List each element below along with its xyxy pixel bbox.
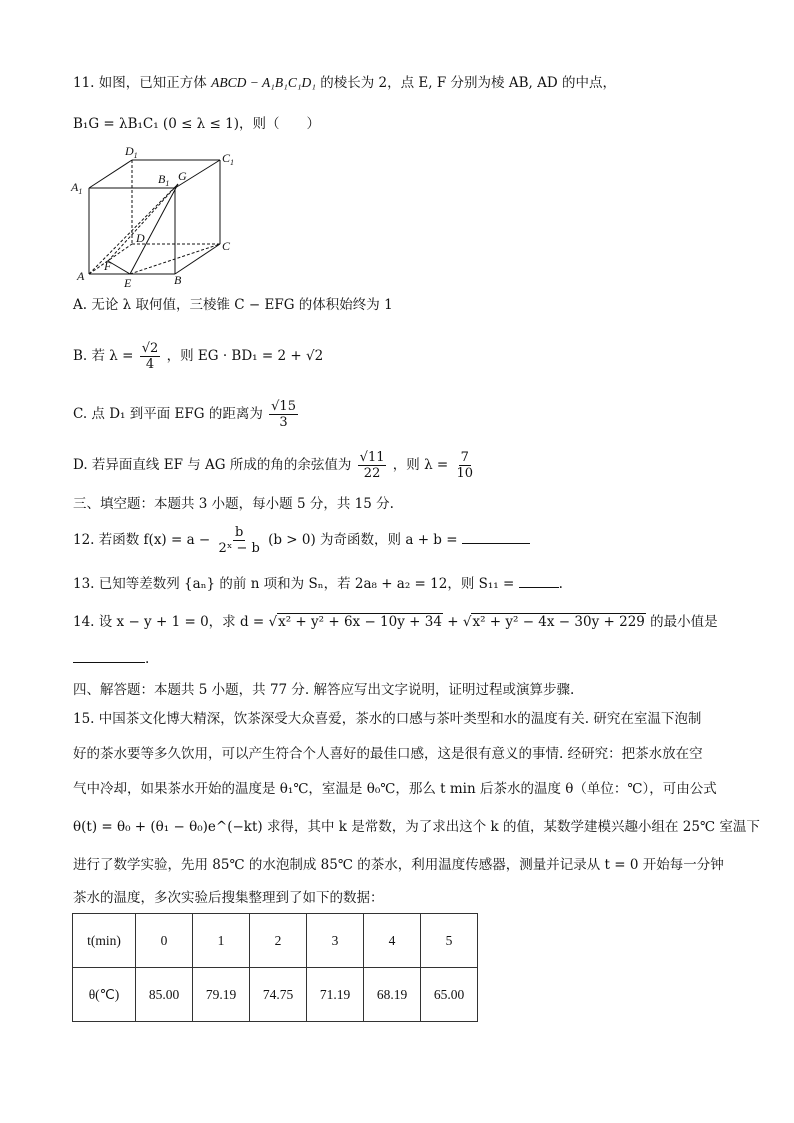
q15-line1: 15. 中国茶文化博大精深，饮茶深受大众喜爱，茶水的口感与茶叶类型和水的温度有关. 研究在室温下泡制: [73, 711, 702, 727]
table-row: [73, 914, 478, 968]
q15-line6: 茶水的温度，多次实验后搜集整理到了如下的数据：: [73, 890, 384, 906]
q11-edge-text: 的棱长为 2，点 E, F 分别为棱 AB, AD 的中点，: [320, 75, 616, 91]
q13-answer-blank[interactable]: [519, 573, 559, 588]
option-b-frac-den: 4: [145, 357, 155, 372]
option-b-prefix: B. 若 λ =: [73, 348, 134, 364]
q11-line1: [73, 74, 616, 92]
table-cell: 2: [250, 914, 307, 968]
q12-answer-blank[interactable]: [462, 529, 530, 544]
section4-heading: 四、解答题：本题共 5 小题，共 77 分. 解答应写出文字说明，证明过程或演算步骤.: [73, 682, 575, 698]
label-A: A: [77, 269, 85, 283]
q11-number: 11.: [73, 75, 95, 91]
option-d-mid: ，则 λ =: [392, 457, 449, 473]
table-cell: 68.19: [364, 968, 421, 1022]
table-cell: 1: [193, 914, 250, 968]
label-G: G: [178, 169, 187, 183]
q11-option-a: A. 无论 λ 取何值，三棱锥 C − EFG 的体积始终为 1: [73, 297, 393, 313]
q14-sqrt-2: √x² + y² − 4x − 30y + 229: [462, 614, 645, 630]
option-c-prefix: C. 点 D₁ 到平面 EFG 的距离为: [73, 406, 263, 422]
q11-option-b: [73, 338, 323, 374]
label-D: D: [136, 231, 145, 245]
label-C: C: [222, 239, 231, 253]
table-header-t: t(min): [73, 914, 136, 968]
label-A1: $A_1$: [71, 180, 83, 196]
q12-frac-den: 2ˣ − b: [218, 541, 260, 556]
label-F: F: [104, 259, 112, 273]
q15-line5: 进行了数学实验，先用 85℃ 的水泡制成 85℃ 的茶水，利用温度传感器，测量并记录从 t = 0 开始每一分钟: [73, 857, 724, 873]
q11-option-d: [73, 447, 477, 483]
option-c-fraction: [269, 399, 298, 430]
table-cell: 71.19: [307, 968, 364, 1022]
table-cell: 5: [421, 914, 478, 968]
table-cell: 85.00: [136, 968, 193, 1022]
q12-suffix: (b > 0) 为奇函数，则 a + b =: [268, 532, 458, 548]
q15-line3: 气中冷却，如果茶水开始的温度是 θ₁℃，室温是 θ₀℃，那么 t min 后茶水的温度 θ（单位：℃），可由公式: [73, 781, 717, 797]
option-d-frac-num: √11: [359, 450, 385, 465]
section3-heading: 三、填空题：本题共 3 小题，每小题 5 分，共 15 分.: [73, 496, 394, 512]
q12-prefix: 12. 若函数 f(x) = a −: [73, 532, 211, 548]
q11-option-c: [73, 396, 300, 432]
table-cell: 79.19: [193, 968, 250, 1022]
table-cell: 0: [136, 914, 193, 968]
q15-line2: 好的茶水要等多久饮用，可以产生符合个人喜好的最佳口感，这是很有意义的事情. 经研究：把茶水放在空: [73, 746, 703, 762]
q14-answer-blank[interactable]: [73, 648, 145, 663]
q12: [73, 522, 530, 558]
q14-suffix: 的最小值是: [650, 614, 718, 630]
q11-cube-name: ABCD − A₁B₁C₁D₁: [211, 75, 316, 90]
q12-fraction: [217, 525, 262, 556]
table-cell: 4: [364, 914, 421, 968]
label-D1: $D_1$: [125, 146, 138, 160]
q11-intro: 如图，已知正方体: [98, 75, 207, 91]
option-d-ans-num: 7: [460, 450, 469, 465]
option-b-fraction: [140, 341, 161, 372]
table-cell: 65.00: [421, 968, 478, 1022]
q14-radicand-2: x² + y² − 4x − 30y + 229: [472, 614, 645, 630]
q13: 13. 已知等差数列 {aₙ} 的前 n 项和为 Sₙ，若 2a₈ + a₂ = 12，则 S₁₁ = .: [73, 573, 563, 593]
cube-figure: [70, 146, 240, 288]
q14: 14. 设 x − y + 1 = 0，求 d = √x² + y² + 6x − 10y + 34 + √x² + y² − 4x − 30y + 229 的最小值是: [73, 614, 718, 630]
table-header-theta: θ(℃): [73, 968, 136, 1022]
option-d-fraction: [358, 450, 387, 481]
q14-prefix: 14. 设 x − y + 1 = 0，求 d =: [73, 614, 265, 630]
option-c-frac-den: 3: [279, 415, 288, 430]
option-c-frac-num: √15: [271, 399, 296, 414]
option-d-prefix: D. 若异面直线 EF 与 AG 所成的角的余弦值为: [73, 457, 352, 473]
label-B: B: [174, 273, 182, 287]
option-d-answer-fraction: [455, 450, 476, 481]
temperature-table: [72, 913, 478, 1022]
q14-radicand-1: x² + y² + 6x − 10y + 34: [278, 614, 442, 630]
q11-condition: B₁G = λB₁C₁ (0 ≤ λ ≤ 1)，则（ ）: [73, 116, 320, 132]
q12-frac-num: b: [235, 525, 244, 540]
option-d-ans-den: 10: [456, 466, 474, 481]
option-b-frac-num: √2: [141, 341, 159, 356]
option-d-frac-den: 22: [363, 466, 381, 481]
label-B1: $B_1$: [158, 172, 170, 188]
label-C1: $C_1$: [222, 151, 235, 167]
option-b-suffix: ，则 EG · BD₁ = 2 + √2: [166, 348, 324, 364]
q15-line4: θ(t) = θ₀ + (θ₁ − θ₀)e^(−kt) 求得，其中 k 是常数，为了求出这个 k 的值，某数学建模兴趣小组在 25℃ 室温下: [73, 819, 760, 835]
q14-sqrt-1: √x² + y² + 6x − 10y + 34: [268, 614, 442, 630]
table-cell: 74.75: [250, 968, 307, 1022]
q14-answer-line: .: [73, 648, 149, 668]
table-row: [73, 968, 478, 1022]
q13-text: 13. 已知等差数列 {aₙ} 的前 n 项和为 Sₙ，若 2a₈ + a₂ = 12，则 S₁₁ =: [73, 576, 515, 592]
label-E: E: [124, 276, 132, 288]
table-cell: 3: [307, 914, 364, 968]
